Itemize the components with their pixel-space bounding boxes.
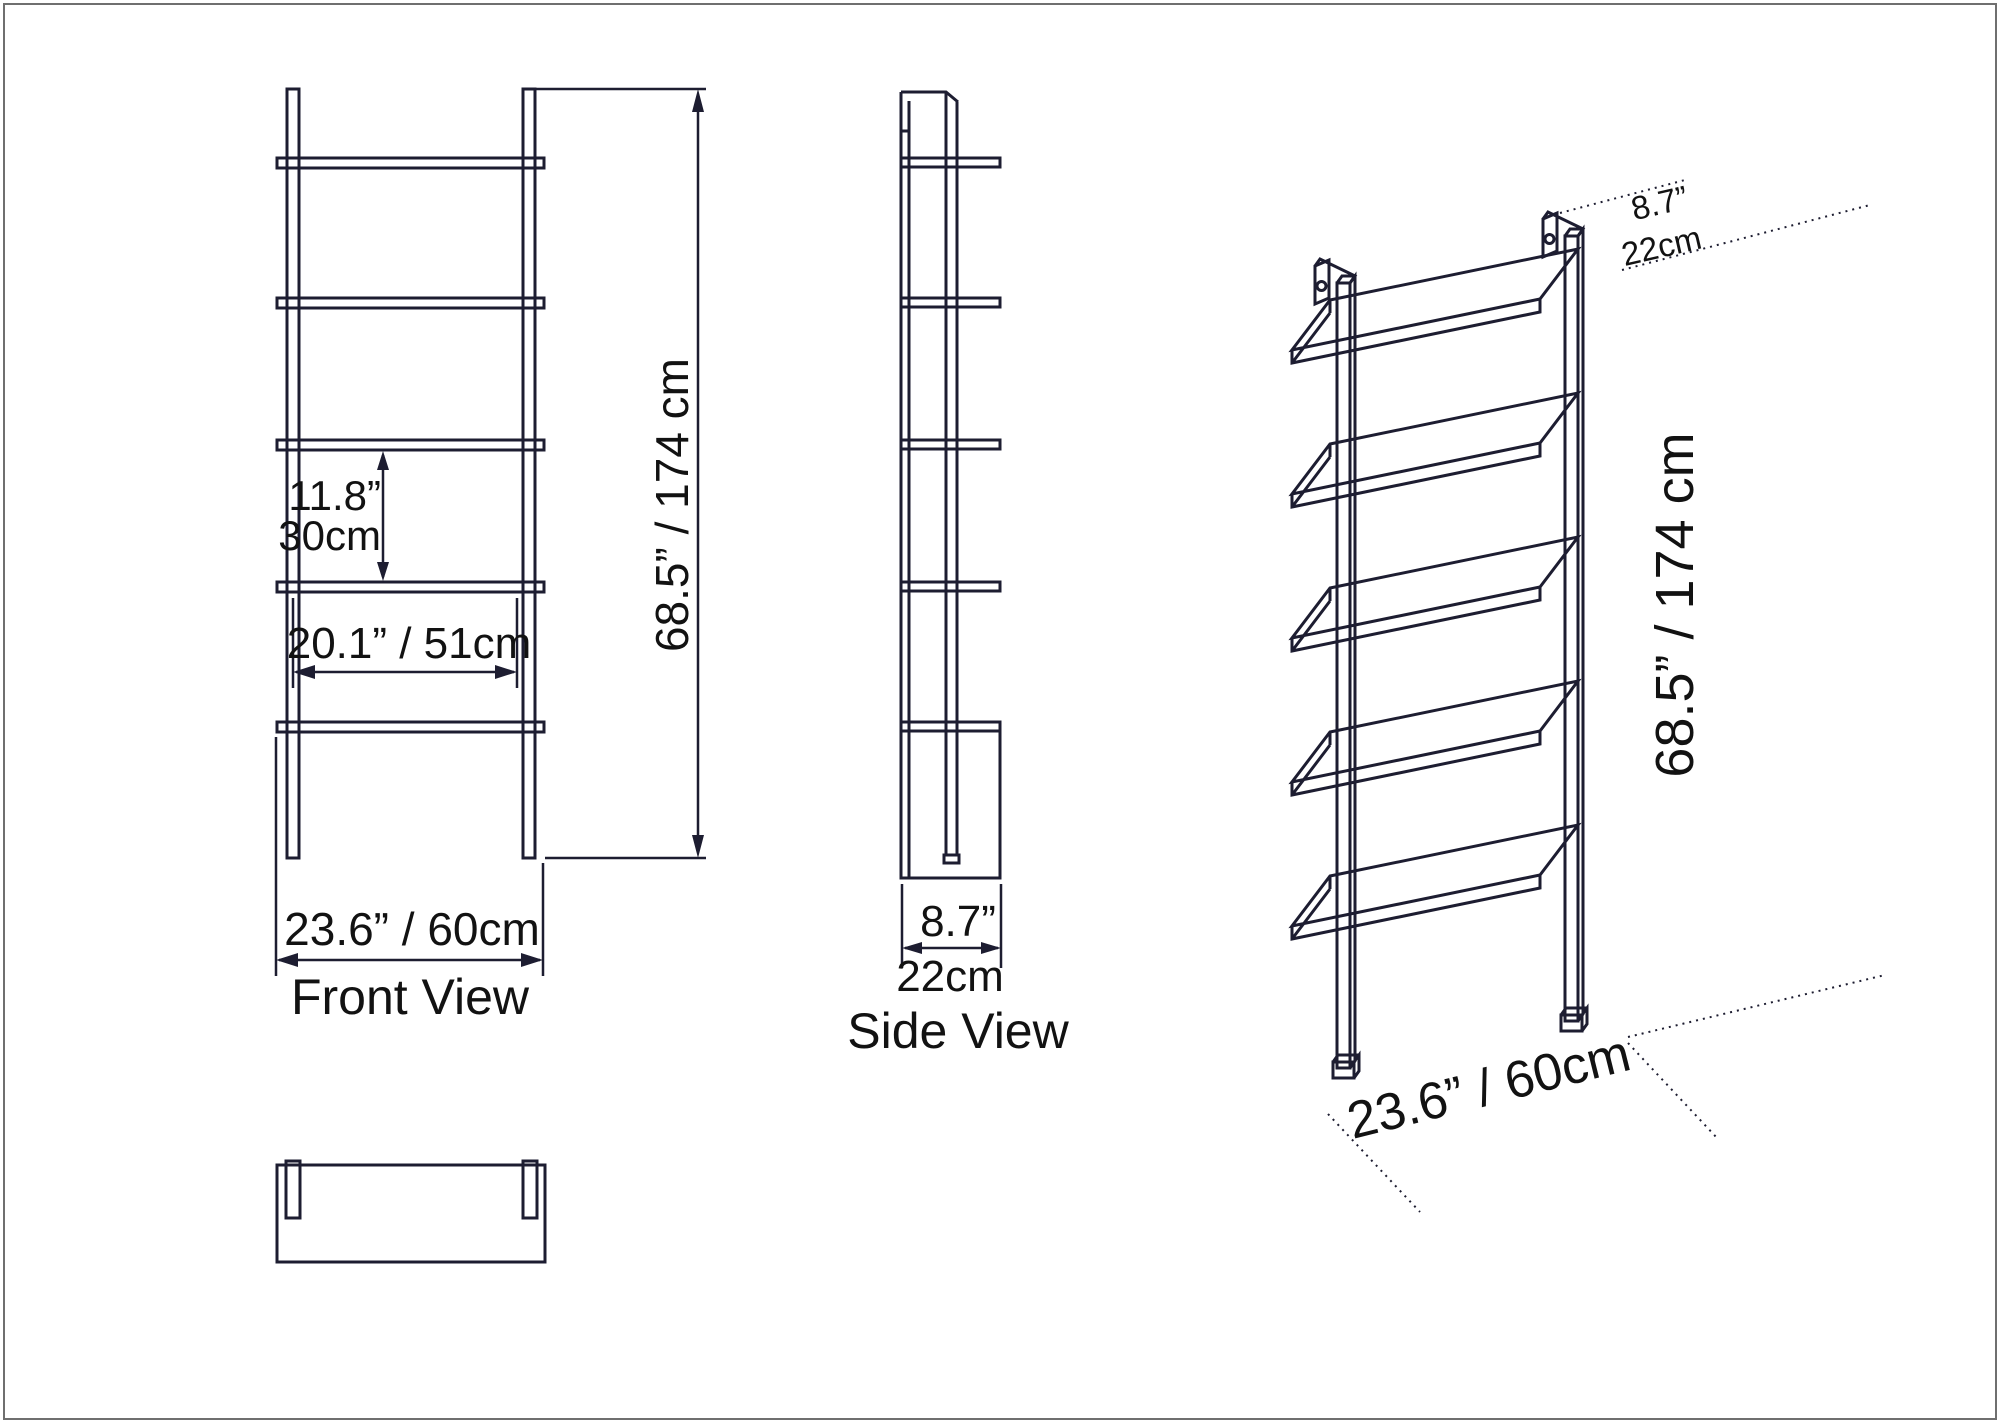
front-outer-width-label: 23.6” / 60cm bbox=[284, 903, 540, 955]
iso-width-label: 23.6” / 60cm bbox=[1341, 1024, 1637, 1151]
front-shelf-gap-cm-label: 30cm bbox=[278, 512, 381, 559]
front-height-label: 68.5” / 174 cm bbox=[646, 357, 698, 653]
iso-depth-cm-label: 22cm bbox=[1617, 218, 1705, 273]
side-view-title: Side View bbox=[847, 1003, 1069, 1059]
iso-height-label: 68.5” / 174 cm bbox=[1645, 432, 1705, 778]
front-inner-width-label: 20.1” / 51cm bbox=[286, 619, 532, 668]
front-view-title: Front View bbox=[290, 969, 530, 1025]
side-depth-cm-label: 22cm bbox=[896, 952, 1004, 1001]
side-depth-inches-label: 8.7” bbox=[920, 897, 996, 946]
iso-depth-inches-label: 8.7” bbox=[1627, 178, 1692, 228]
front-shelf-gap-inches-label: 11.8” bbox=[288, 472, 381, 519]
